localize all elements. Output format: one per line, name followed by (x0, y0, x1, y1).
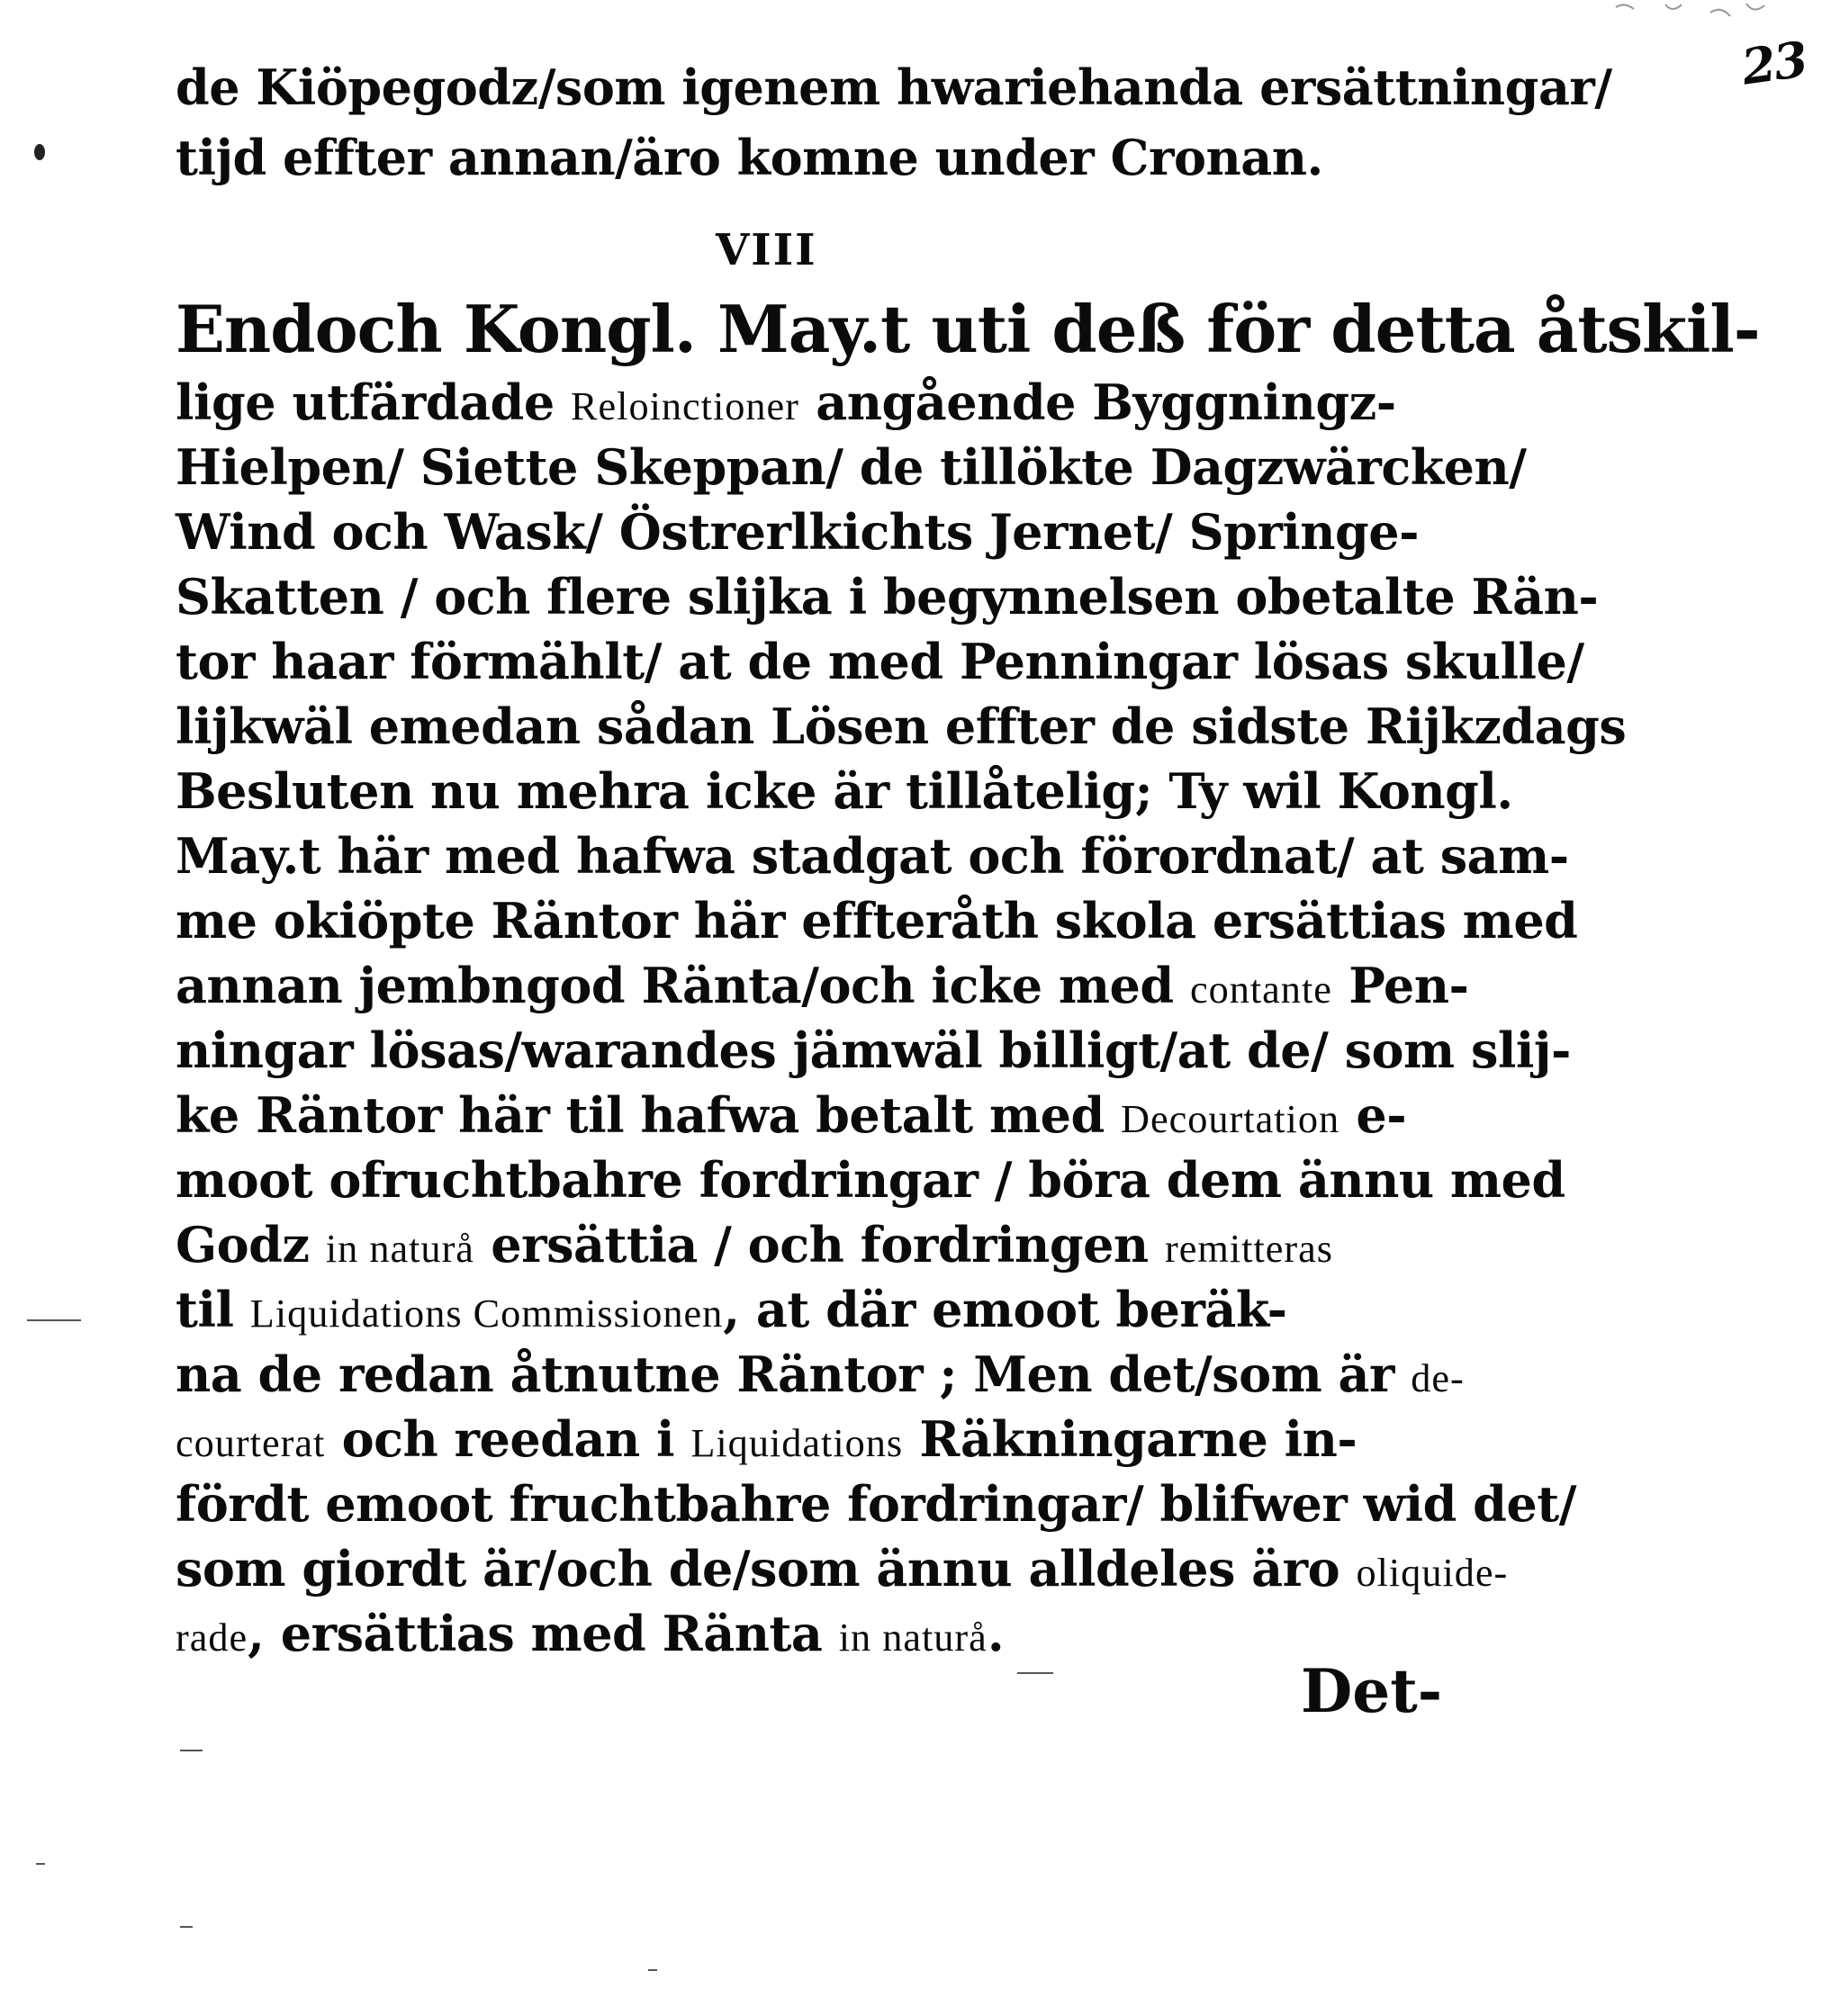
text-fragment: til (176, 1281, 250, 1338)
latin-term: Reloinctioner (570, 384, 799, 428)
latin-term: contante (1189, 968, 1332, 1012)
text-fragment: och reedan i (325, 1410, 691, 1468)
text-line-4 (176, 374, 1396, 431)
latin-term: rade (176, 1616, 248, 1660)
text-fragment: , ersättias med Ränta (248, 1605, 839, 1662)
page-number: 23 (1737, 30, 1810, 96)
stray-dash (180, 1926, 193, 1928)
stray-dash (648, 1969, 657, 1971)
latin-term: Liquidations (690, 1421, 904, 1465)
catchword: Det- (1301, 1656, 1443, 1726)
ink-speck (34, 144, 45, 160)
text-line-6: Wind och Wask/ Östrerlkichts Jernet/ Springe- (176, 503, 1420, 561)
ink-smudge-mark (1611, 0, 1791, 36)
latin-term: Decourtation (1121, 1097, 1340, 1141)
text-line-5: Hielpen/ Siette Skeppan/ de tillökte Dagzwärcken/ (176, 438, 1527, 496)
latin-term: oliquide- (1356, 1551, 1509, 1595)
text-line-9: lijkwäl emedan sådan Lösen effter de sidste Rijkzdags (176, 698, 1627, 755)
text-line-7: Skatten / och flere slijka i begynnelsen obetalte Rän- (176, 568, 1599, 626)
latin-term: remitteras (1165, 1227, 1333, 1271)
text-line-16: moot ofruchtbahre fordringar / böra dem ännu med (176, 1151, 1565, 1209)
text-line-15 (176, 1086, 1407, 1144)
text-line-18 (176, 1281, 1287, 1338)
text-fragment: lige utfärdade (176, 374, 571, 431)
text-line-13 (176, 957, 1469, 1014)
text-fragment: na de redan åtnutne Räntor ; Men det/som är (176, 1346, 1412, 1403)
text-fragment: e- (1339, 1086, 1407, 1144)
text-line-22 (176, 1540, 1509, 1598)
section-heading: VIII (716, 225, 817, 275)
margin-dash (27, 1319, 81, 1321)
text-line-8: tor haar förmählt/ at de med Penningar lösas skulle/ (176, 633, 1584, 690)
text-fragment: som giordt är/och de/som ännu alldeles äro (176, 1540, 1357, 1598)
text-fragment: . (987, 1605, 1005, 1662)
text-line-23 (176, 1605, 1005, 1662)
stray-dash (36, 1863, 45, 1865)
latin-term: courterat (176, 1421, 326, 1465)
latin-term: de- (1411, 1356, 1465, 1400)
latin-term: in naturå (838, 1616, 988, 1660)
text-fragment: , at där emoot beräk- (723, 1281, 1287, 1338)
text-fragment: ersättia / och fordringen (474, 1216, 1165, 1274)
text-line-14: ningar lösas/warandes jämwäl billigt/at de/ som slij- (176, 1022, 1571, 1079)
underline-dash (1017, 1672, 1053, 1674)
text-line-10: Besluten nu mehra icke är tillåtelig; Ty wil Kongl. (176, 762, 1513, 820)
text-line-2: tijd effter annan/äro komne under Cronan. (176, 129, 1323, 186)
text-fragment: Godz (176, 1216, 326, 1274)
text-line-17 (176, 1216, 1333, 1274)
text-line-3: Endoch Kongl. May.t uti deß för detta åtskil- (176, 291, 1760, 367)
latin-term: in naturå (325, 1227, 474, 1271)
text-fragment: angående Byggningz- (798, 374, 1396, 431)
text-fragment: Pen- (1331, 957, 1469, 1014)
text-line-21: fördt emoot fruchtbahre fordringar/ blifwer wid det/ (176, 1475, 1576, 1533)
text-line-12: me okiöpte Räntor här effteråth skola ersättias med (176, 892, 1578, 950)
text-line-19 (176, 1346, 1465, 1403)
text-line-11: May.t här med hafwa stadgat och förordnat/ at sam- (176, 827, 1569, 885)
stray-dash (180, 1750, 203, 1751)
text-fragment: annan jembngod Ränta/och icke med (176, 957, 1190, 1014)
latin-term: Liquidations Commissionen (249, 1292, 724, 1336)
text-fragment: Räkningarne in- (903, 1410, 1357, 1468)
text-fragment: ke Räntor här til hafwa betalt med (176, 1086, 1122, 1144)
text-line-1: de Kiöpegodz/som igenem hwariehanda ersättningar/ (176, 58, 1612, 116)
text-line-20 (176, 1410, 1357, 1468)
